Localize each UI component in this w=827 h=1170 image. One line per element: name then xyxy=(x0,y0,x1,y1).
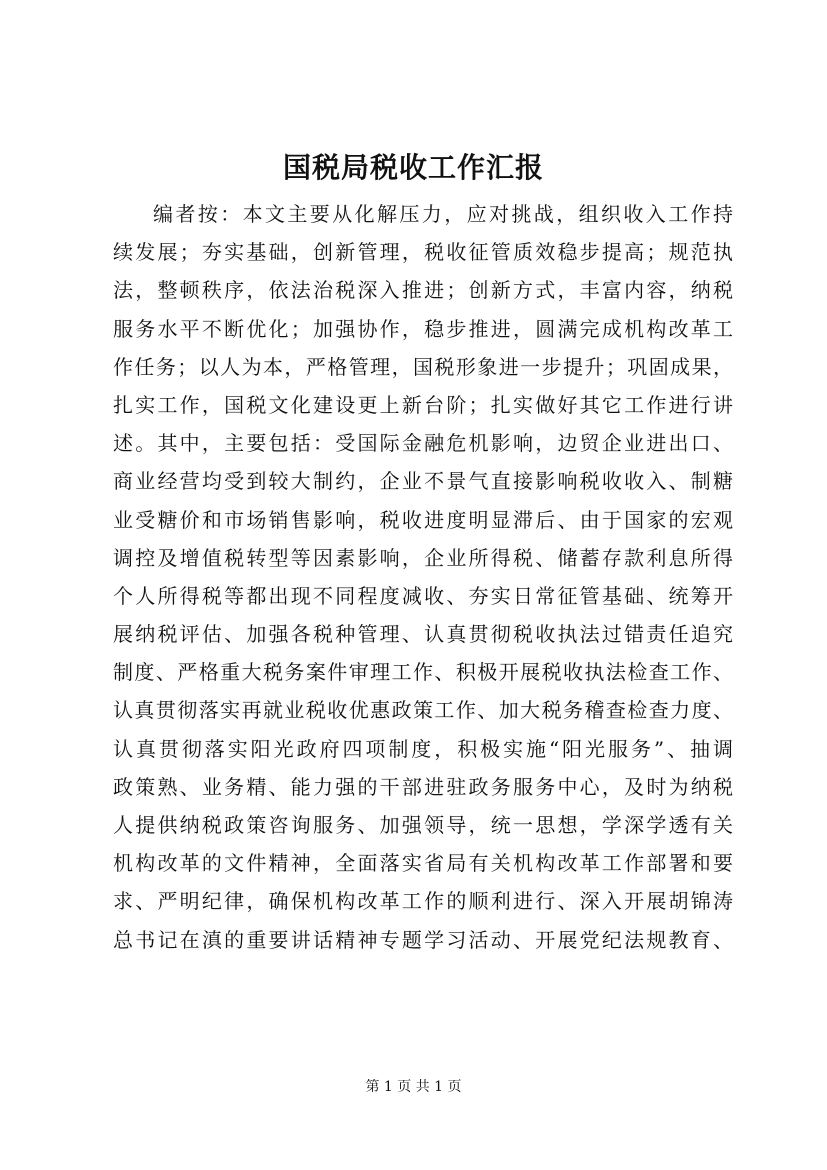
body-line: 展纳税评估、加强各税种管理、认真贯彻税收执法过错责任追究 xyxy=(113,622,733,647)
body-line: 制度、严格重大税务案件审理工作、积极开展税收执法检查工作、 xyxy=(113,660,733,685)
body-line: 人提供纳税政策咨询服务、加强领导，统一思想，学深学透有关 xyxy=(113,813,733,837)
body-line: 认真贯彻落实再就业税收优惠政策工作、加大税务稽查检查力度、 xyxy=(113,698,733,723)
body-line: 政策熟、业务精、能力强的干部进驻政务服务中心，及时为纳税 xyxy=(113,774,733,799)
body-line: 扎实工作，国税文化建设更上新台阶；扎实做好其它工作进行讲 xyxy=(113,392,733,417)
body-line: 续发展；夯实基础，创新管理，税收征管质效稳步提高；规范执 xyxy=(113,240,733,265)
body-line: 调控及增值税转型等因素影响，企业所得税、储蓄存款利息所得 xyxy=(113,545,733,570)
document-title: 国税局税收工作汇报 xyxy=(282,151,544,184)
body-line: 机构改革的文件精神，全面落实省局有关机构改革工作部署和要 xyxy=(113,851,733,876)
body-line: 服务水平不断优化；加强协作，稳步推进，圆满完成机构改革工 xyxy=(113,316,733,341)
body-line: 述。其中，主要包括：受国际金融危机影响，边贸企业进出口、 xyxy=(113,431,733,456)
body-line: 总书记在滇的重要讲话精神专题学习活动、开展党纪法规教育、 xyxy=(113,927,733,952)
body-line: 法，整顿秩序，依法治税深入推进；创新方式，丰富内容，纳税 xyxy=(113,278,733,303)
body-line: 作任务；以人为本，严格管理，国税形象进一步提升；巩固成果， xyxy=(113,354,733,379)
document-body xyxy=(113,195,733,959)
body-line: 求、严明纪律，确保机构改革工作的顺利进行、深入开展胡锦涛 xyxy=(113,889,733,914)
page-number-footer: 第 1 页 共 1 页 xyxy=(365,1079,462,1095)
body-line: 业受糖价和市场销售影响，税收进度明显滞后、由于国家的宏观 xyxy=(113,507,733,532)
body-line: 个人所得税等都出现不同程度减收、夯实日常征管基础、统筹开 xyxy=(113,583,733,608)
body-line: 编者按：本文主要从化解压力，应对挑战，组织收入工作持 xyxy=(153,202,733,226)
body-line: 商业经营均受到较大制约，企业不景气直接影响税收收入、制糖 xyxy=(113,469,733,494)
body-line: 认真贯彻落实阳光政府四项制度，积极实施“阳光服务”、抽调 xyxy=(113,736,733,761)
